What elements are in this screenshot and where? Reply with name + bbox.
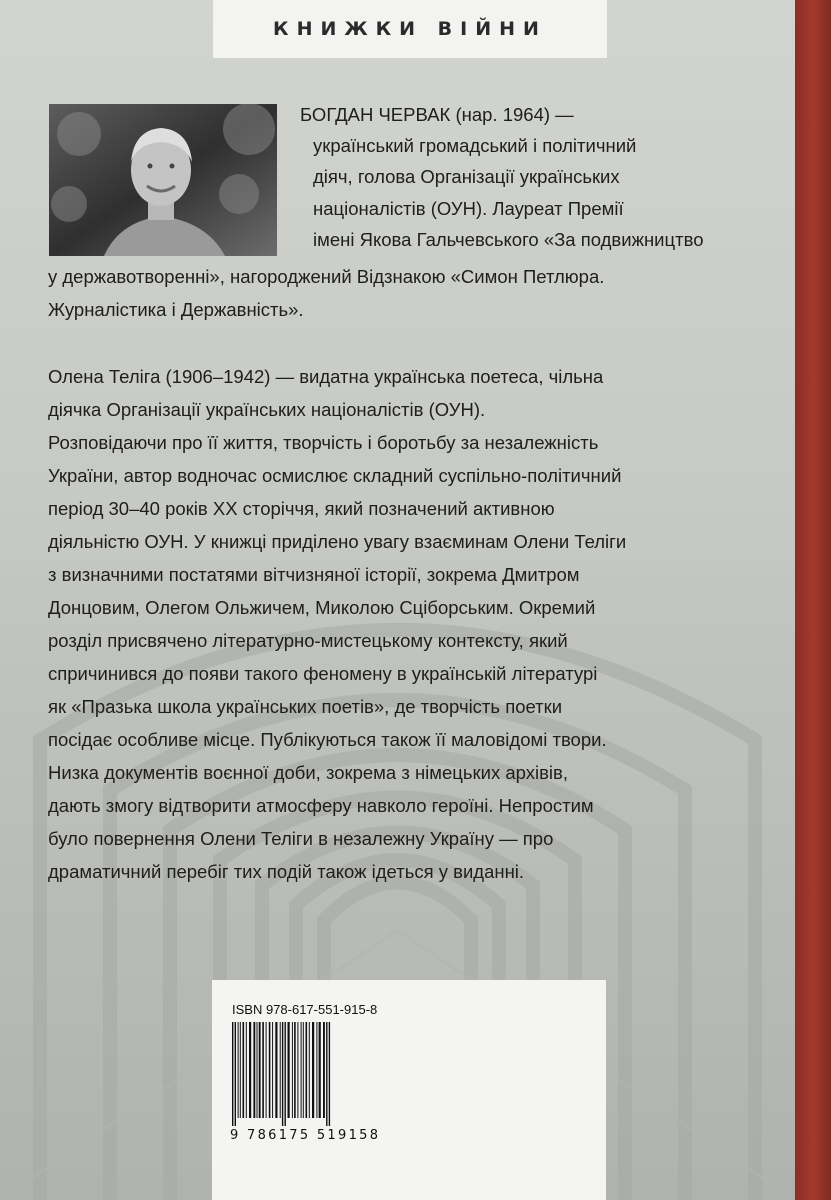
description-line: діяльністю ОУН. У книжці приділено увагу взаєминам Олени Теліги (48, 531, 627, 552)
author-bio-line: у державотворенні», нагороджений Відзнакою «Симон Петлюра. (48, 266, 605, 287)
spine-color-strip (795, 0, 831, 1200)
description-line: розділ присвячено літературно-мистецькому контексту, який (48, 630, 568, 651)
author-bio-line: імені Якова Гальчевського «За подвижництво (313, 229, 704, 250)
series-title: КНИЖКИ ВІЙНИ (273, 18, 547, 40)
author-bio-line: націоналістів (ОУН). Лауреат Премії (313, 198, 624, 219)
description-line: діячка Організації українських націоналістів (ОУН). (48, 399, 486, 420)
description-line: Донцовим, Олегом Ольжичем, Миколою Сціборським. Окремий (48, 597, 596, 618)
description-line: дають змогу відтворити атмосферу навколо героїні. Непростим (48, 795, 594, 816)
author-bio-line: Журналістика і Державність». (48, 299, 304, 320)
description-line: драматичний перебіг тих подій також ідеться у виданні. (48, 861, 525, 882)
barcode-digits: 9 786175 519158 (230, 1128, 381, 1143)
author-name: БОГДАН ЧЕРВАК (нар. 1964) — (300, 104, 574, 125)
series-label (213, 0, 607, 58)
isbn-text: ISBN 978-617-551-915-8 (232, 1002, 378, 1017)
description-line: з визначними постатями вітчизняної історії, зокрема Дмитром (48, 564, 580, 585)
author-bio-line: український громадський і політичний (313, 135, 637, 156)
description-line: Низка документів воєнної доби, зокрема з німецьких архівів, (48, 762, 568, 783)
barcode-icon (230, 1022, 380, 1126)
description-line: період 30–40 років XX сторіччя, який позначений активною (48, 498, 555, 519)
description-line: як «Празька школа українських поетів», де творчість поетки (48, 696, 563, 717)
barcode-panel (212, 980, 606, 1200)
author-bio-line: діяч, голова Організації українських (313, 166, 620, 187)
description-line: Розповідаючи про її життя, творчість і боротьбу за незалежність (48, 432, 599, 453)
description-line: посідає особливе місце. Публікуються також її маловідомі твори. (48, 729, 607, 750)
description-line: України, автор водночас осмислює складний суспільно-політичний (48, 465, 622, 486)
description-line: Олена Теліга (1906–1942) — видатна українська поетеса, чільна (48, 366, 604, 387)
description-line: було повернення Олени Теліги в незалежну Україну — про (48, 828, 554, 849)
description-line: спричинився до появи такого феномену в українській літературі (48, 663, 598, 684)
author-photo (49, 104, 277, 256)
